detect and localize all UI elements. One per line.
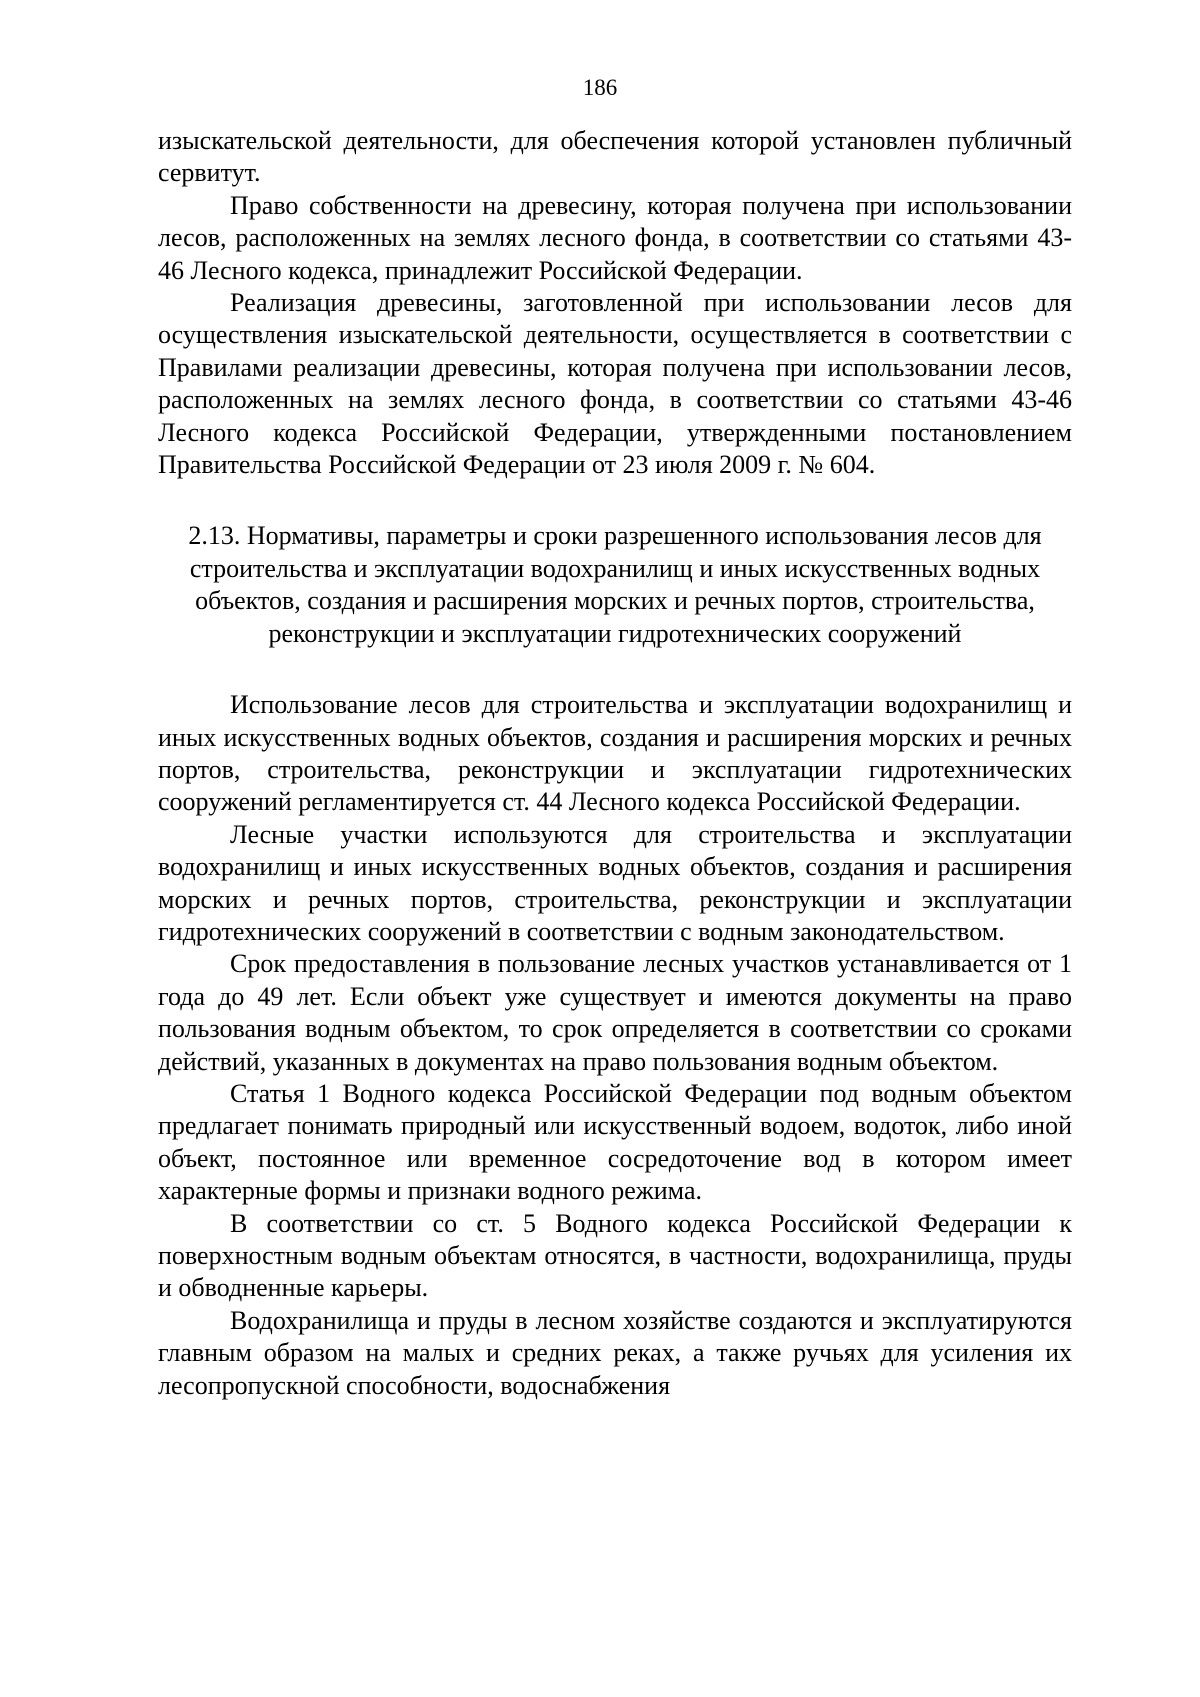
paragraph: Лесные участки используются для строительства и эксплуатации водохранилищ и иных искусственных водных объектов, создания и расширения морских и речных портов, строительства, реконструкции и эксплуатации гидротехнических сооружений в соответствии с водным законодательством. — [158, 819, 1072, 946]
paragraph: Срок предоставления в пользование лесных участков устанавливается от 1 года до 49 лет. Если объект уже существует и имеются документы на право пользования водным объектом, то срок определяется в соответствии со сроками действий, указанных в документах на право пользования водным объектом. — [158, 949, 1072, 1076]
paragraph: Реализация древесины, заготовленной при использовании лесов для осуществления изыскательской деятельности, осуществляется в соответствии с Правилами реализации древесины, которая получена при использовании лесов, расположенных на землях лесного фонда, в соответствии со статьями 43-46 Лесного кодекса Российской Федерации, утвержденными постановлением Правительства Российской Федерации от 23 июля 2009 г. № 604. — [158, 288, 1072, 480]
section-heading: 2.13. Нормативы, параметры и сроки разрешенного использования лесов для строительства и эксплуатации водохранилищ и иных искусственных водных объектов, создания и расширения морских и речных портов, строительства, реконструкции и эксплуатации гидротехнических сооружений — [188, 521, 1042, 648]
paragraph: Право собственности на древесину, которая получена при использовании лесов, расположенных на землях лесного фонда, в соответствии со статьями 43-46 Лесного кодекса, принадлежит Российской Федерации. — [158, 190, 1072, 285]
document-body — [158, 125, 1072, 1402]
paragraph: В соответствии со ст. 5 Водного кодекса Российской Федерации к поверхностным водным объектам относятся, в частности, водохранилища, пруды и обводненные карьеры. — [158, 1208, 1072, 1303]
paragraph: Водохранилища и пруды в лесном хозяйстве создаются и эксплуатируются главным образом на малых и средних реках, а также ручьях для усиления их лесопропускной способности, водоснабжения — [158, 1305, 1072, 1400]
page-number: 186 — [582, 75, 618, 100]
paragraph: Использование лесов для строительства и эксплуатации водохранилищ и иных искусственных водных объектов, создания и расширения морских и речных портов, строительства, реконструкции и эксплуатации гидротехнических сооружений регламентируется ст. 44 Лесного кодекса Российской Федерации. — [158, 690, 1072, 817]
paragraph-continuation: изыскательской деятельности, для обеспечения которой установлен публичный сервитут. — [158, 126, 1072, 188]
paragraph: Статья 1 Водного кодекса Российской Федерации под водным объектом предлагает понимать природный или искусственный водоем, водоток, либо иной объект, постоянное или временное сосредоточение вод в котором имеет характерные формы и признаки водного режима. — [158, 1078, 1072, 1206]
